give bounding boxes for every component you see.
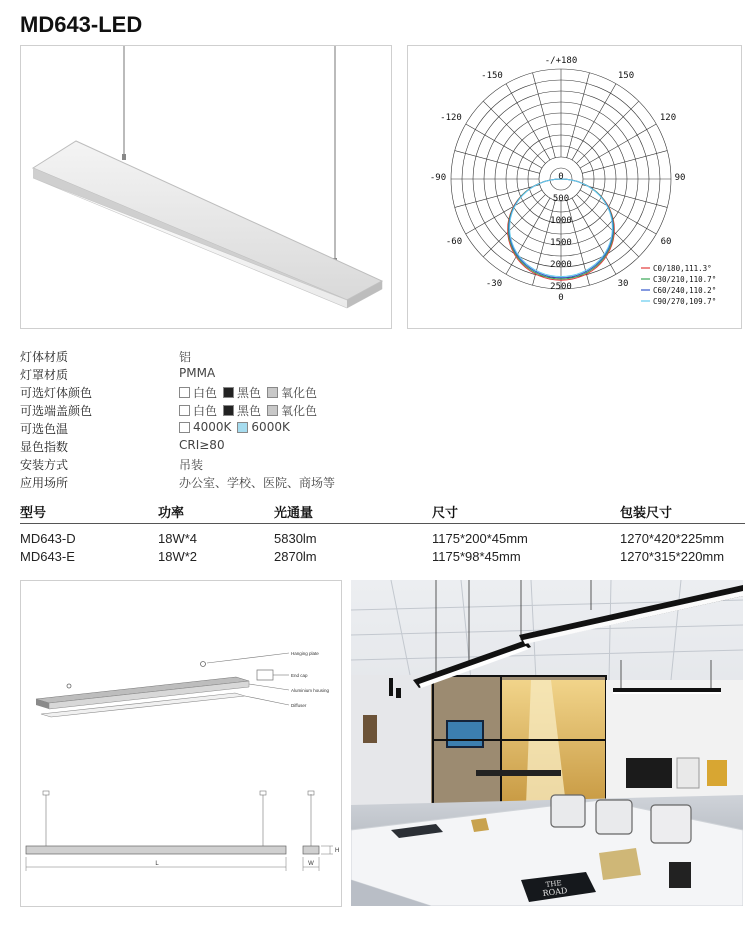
- angle-label-n150: -150: [481, 71, 503, 81]
- cell-package: 1270*315*220mm: [620, 549, 725, 564]
- polar-spoke: [455, 185, 540, 208]
- spec-list: [20, 347, 420, 491]
- option-label: 氧化色: [281, 404, 318, 418]
- cell-model: MD643-D: [20, 531, 76, 546]
- polar-spoke: [582, 151, 667, 174]
- color-swatch: [267, 387, 278, 398]
- option-label: 黑色: [237, 386, 262, 400]
- label-housing: Aluminium housing: [291, 688, 330, 693]
- color-swatch: [223, 405, 234, 416]
- technical-drawing: [21, 581, 341, 906]
- spec-row: [20, 347, 420, 365]
- cell-model: MD643-E: [20, 549, 75, 564]
- spec-row: [20, 419, 420, 437]
- book-title-line1: THE: [545, 879, 563, 889]
- angle-label-p150: 150: [617, 71, 635, 81]
- polar-spoke: [567, 73, 590, 158]
- color-swatch: [267, 405, 278, 416]
- polar-spoke: [506, 84, 550, 160]
- option-label: 黑色: [237, 404, 262, 418]
- spec-label: 应用场所: [20, 476, 69, 490]
- polar-spoke: [483, 101, 545, 163]
- product-title: MD643-LED: [20, 12, 143, 37]
- spec-row: [20, 455, 420, 473]
- spec-label: 灯罩材质: [20, 368, 69, 382]
- legend-c30: C30/210,110.7°: [653, 275, 717, 284]
- header-size: 尺寸: [432, 506, 459, 521]
- spec-row: [20, 383, 420, 401]
- spec-value: 办公室、学校、医院、商场等: [179, 476, 336, 490]
- cell-lumen: 5830lm: [274, 531, 317, 546]
- table-header: [20, 500, 745, 520]
- header-package: 包装尺寸: [620, 506, 673, 521]
- option-label: 4000K: [193, 420, 232, 434]
- ring-label-500: 500: [552, 194, 570, 204]
- cell-size: 1175*200*45mm: [432, 531, 528, 546]
- option-label: 白色: [193, 386, 218, 400]
- label-end-cap: End cap: [291, 673, 308, 678]
- office-scene: [351, 580, 743, 906]
- legend-c0: C0/180,111.3°: [653, 264, 712, 273]
- color-swatch: [179, 405, 190, 416]
- legend-c90: C90/270,109.7°: [653, 297, 717, 306]
- label-hanging-plate: Hanging plate: [291, 651, 319, 656]
- table-row: [20, 549, 745, 569]
- technical-drawing-panel: [20, 580, 342, 907]
- spec-value: [179, 420, 294, 434]
- header-model: 型号: [20, 506, 47, 521]
- legend-c60: C60/240,110.2°: [653, 286, 717, 295]
- color-swatch: [223, 387, 234, 398]
- spec-value: 吊装: [179, 458, 204, 472]
- polar-spoke: [580, 124, 656, 168]
- option-label: 白色: [193, 404, 218, 418]
- pendant-lamp-illustration: [21, 46, 391, 328]
- color-swatch: [179, 422, 190, 433]
- cell-lumen: 2870lm: [274, 549, 317, 564]
- header-power: 功率: [158, 506, 185, 521]
- color-swatch: [179, 387, 190, 398]
- spec-label: 可选端盖颜色: [20, 404, 93, 418]
- cell-power: 18W*2: [158, 549, 198, 564]
- center-label: 0: [558, 172, 564, 182]
- angle-label-p30: 30: [617, 279, 629, 289]
- angle-label-top: -/+180: [544, 56, 578, 66]
- dim-h: H: [335, 848, 340, 854]
- spec-row: [20, 401, 420, 419]
- spec-row: [20, 437, 420, 455]
- angle-label-p120: 120: [659, 113, 677, 123]
- cell-power: 18W*4: [158, 531, 198, 546]
- cell-size: 1175*98*45mm: [432, 549, 521, 564]
- spec-label: 灯体材质: [20, 350, 69, 364]
- spec-value: PMMA: [179, 366, 216, 380]
- color-swatch: [237, 422, 248, 433]
- polar-spoke: [533, 73, 556, 158]
- spec-row: [20, 473, 420, 491]
- spec-table: [20, 500, 745, 569]
- cell-package: 1270*420*225mm: [620, 531, 725, 546]
- polar-distribution-chart: [408, 46, 741, 328]
- option-label: 氧化色: [281, 386, 318, 400]
- ring-label-1500: 1500: [550, 238, 572, 248]
- option-label: 6000K: [251, 420, 290, 434]
- spec-value: 铝: [179, 350, 192, 364]
- spec-label: 可选灯体颜色: [20, 386, 93, 400]
- product-image-panel: [20, 45, 392, 329]
- spec-label: 安装方式: [20, 458, 69, 472]
- spec-row: [20, 365, 420, 383]
- table-row: [20, 529, 745, 549]
- angle-label-n90: -90: [429, 173, 447, 183]
- angle-label-n120: -120: [440, 113, 462, 123]
- polar-spoke: [466, 124, 542, 168]
- book-title-line2: ROAD: [542, 886, 568, 898]
- bottom-label: 0: [558, 293, 564, 303]
- polar-spoke: [466, 190, 542, 234]
- spec-value: [179, 402, 321, 419]
- polar-diagram-panel: [407, 45, 742, 329]
- angle-label-n60: -60: [445, 237, 463, 247]
- office-scene-photo: [351, 580, 743, 906]
- ring-label-2500: 2500: [550, 282, 572, 292]
- spec-value: CRI≥80: [179, 438, 225, 452]
- polar-spoke: [582, 185, 667, 208]
- spec-label: 显色指数: [20, 440, 69, 454]
- polar-spoke: [572, 84, 616, 160]
- dim-w: W: [308, 861, 314, 867]
- spec-label: 可选色温: [20, 422, 69, 436]
- polar-legend: [641, 264, 716, 306]
- spec-value: [179, 384, 321, 401]
- ring-label-1000: 1000: [550, 216, 572, 226]
- polar-spoke: [455, 151, 540, 174]
- ring-label-2000: 2000: [550, 260, 572, 270]
- label-diffuser: Diffuser: [291, 703, 307, 708]
- angle-label-p60: 60: [660, 237, 672, 247]
- polar-spoke: [580, 190, 656, 234]
- angle-label-p90: 90: [674, 173, 686, 183]
- table-divider: [20, 523, 745, 524]
- dim-l: L: [155, 861, 159, 867]
- header-lumen: 光通量: [274, 506, 314, 521]
- angle-label-n30: -30: [485, 279, 503, 289]
- polar-spoke: [577, 101, 639, 163]
